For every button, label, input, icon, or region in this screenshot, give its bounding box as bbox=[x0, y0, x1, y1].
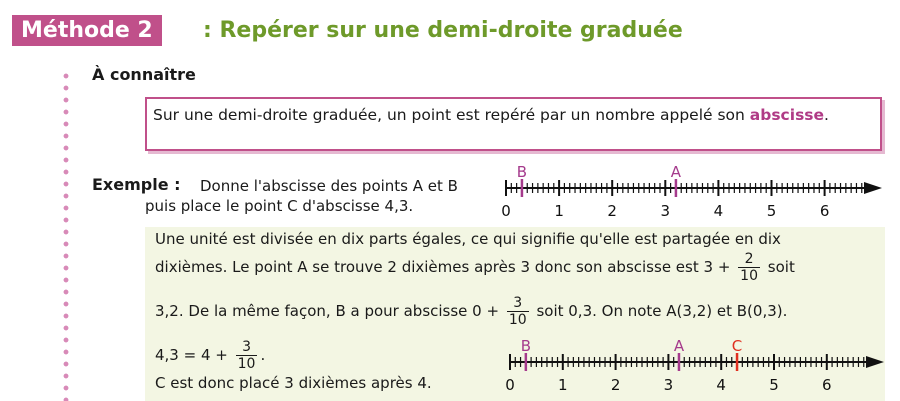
tick-label: 3 bbox=[660, 202, 671, 220]
fraction-denominator: 10 bbox=[237, 356, 256, 372]
tick-label: 5 bbox=[769, 376, 779, 394]
solution-line-2-end: soit bbox=[767, 258, 795, 276]
tick-label: 1 bbox=[558, 376, 568, 394]
solution-line-4-text: 4,3 = 4 + bbox=[155, 346, 228, 364]
solution-line-1: Une unité est divisée en dix parts égales, ce qui signifie qu'elle est partagée en dix bbox=[155, 230, 781, 248]
definition-text-after: . bbox=[824, 106, 829, 124]
tick-label: 0 bbox=[501, 202, 511, 220]
fraction-3-10-b bbox=[236, 339, 258, 372]
point-label-a: A bbox=[673, 337, 685, 355]
example-label: Exemple : bbox=[92, 175, 181, 194]
point-label-b: B bbox=[516, 163, 528, 181]
dotted-margin-line bbox=[62, 70, 70, 401]
definition-keyword: abscisse bbox=[749, 106, 825, 124]
solution-line-2 bbox=[155, 251, 795, 284]
point-label-b: B bbox=[520, 337, 531, 355]
tick-label: 4 bbox=[713, 202, 724, 220]
solution-line-3 bbox=[155, 295, 787, 328]
solution-line-5: C est donc placé 3 dixièmes après 4. bbox=[155, 374, 432, 392]
tick-label: 1 bbox=[554, 202, 564, 220]
tick-label: 2 bbox=[610, 376, 621, 394]
solution-line-4 bbox=[155, 339, 265, 372]
point-label-a: A bbox=[670, 163, 682, 181]
tick-label: 2 bbox=[607, 202, 617, 220]
tick-label: 6 bbox=[819, 202, 830, 220]
tick-label: 0 bbox=[505, 376, 515, 394]
fraction-denominator: 10 bbox=[740, 268, 758, 284]
page-title: : Repérer sur une demi-droite graduée bbox=[203, 18, 683, 43]
solution-line-2-text: dixièmes. Le point A se trouve 2 dixièmes après 3 donc son abscisse est 3 + bbox=[155, 258, 731, 276]
solution-box bbox=[145, 227, 885, 401]
solution-line-4-end: . bbox=[260, 346, 266, 364]
section-heading-know: À connaître bbox=[92, 65, 196, 84]
fraction-3-10-a bbox=[507, 295, 529, 328]
tick-label: 5 bbox=[766, 202, 777, 220]
definition-text bbox=[147, 99, 880, 126]
fraction-numerator: 3 bbox=[513, 295, 523, 311]
fraction-2-10 bbox=[738, 251, 760, 284]
tick-label: 4 bbox=[716, 376, 726, 394]
definition-text-before: Sur une demi-droite graduée, un point est repéré par un nombre appelé son bbox=[153, 106, 750, 124]
fraction-denominator: 10 bbox=[508, 312, 527, 328]
example-line-1: Donne l'abscisse des points A et B bbox=[200, 177, 458, 195]
tick-label: 3 bbox=[663, 376, 674, 394]
example-line-2: puis place le point C d'abscisse 4,3. bbox=[145, 197, 414, 215]
method-badge: Méthode 2 bbox=[12, 15, 162, 46]
solution-line-3-end: soit 0,3. On note A(3,2) et B(0,3). bbox=[536, 302, 788, 320]
tick-label: 6 bbox=[822, 376, 832, 394]
definition-box bbox=[145, 97, 882, 151]
fraction-numerator: 3 bbox=[242, 339, 251, 355]
solution-line-3-text: 3,2. De la même façon, B a pour abscisse 0 + bbox=[155, 302, 500, 320]
fraction-numerator: 2 bbox=[744, 251, 754, 267]
point-label-c: C bbox=[731, 337, 743, 355]
axis-arrow bbox=[864, 182, 882, 194]
